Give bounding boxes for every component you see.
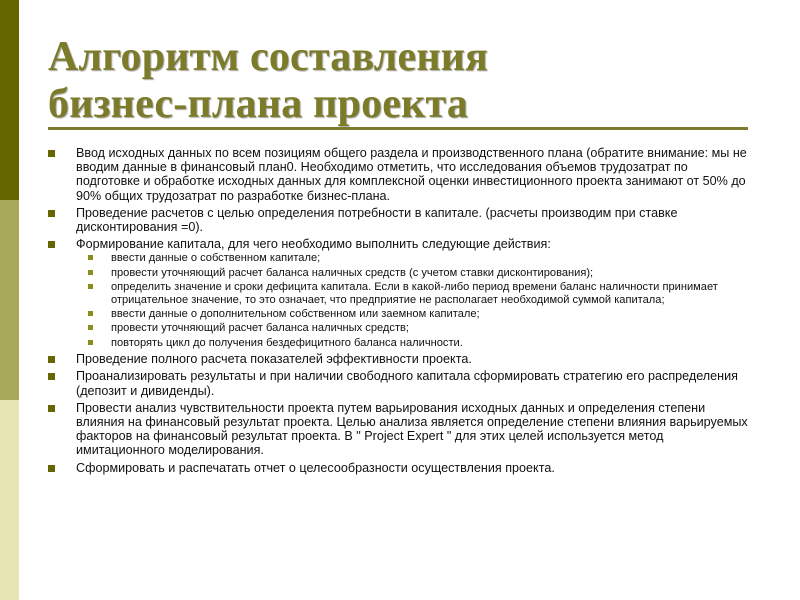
square-bullet-icon [48,241,55,248]
sub-list-item [88,267,754,279]
accent-bar-middle [0,200,19,400]
list-item [48,206,754,234]
sub-list-item-text: определить значение и сроки дефицита капитала. Если в какой-либо период времени баланс наличности принимает отрицательное значение, то это означает, что предприятие не располагает необходимой суммой капитала; [111,281,718,306]
square-bullet-icon [48,405,55,412]
slide-title [48,34,748,128]
list-item [48,146,754,203]
accent-bar-top [0,0,19,200]
list-item-text: Провести анализ чувствительности проекта путем варьирования исходных данных и определения степени влияния на финансовый результат проекта. Целью анализа является определение степени влияния варьируемых факторов на финансовый результат проекта. В " Project Expert " для этих целей используется метод имитационного моделирования. [76,400,748,458]
square-bullet-icon [88,270,93,275]
square-bullet-icon [88,255,93,260]
list-item-text: Сформировать и распечатать отчет о целесообразности осуществления проекта. [76,460,555,475]
bullet-list [48,146,754,475]
sub-list-item-text: ввести данные о дополнительном собственном или заемном капитале; [111,308,480,321]
sub-list-item-text: повторять цикл до получения бездефицитного баланса наличности. [111,336,463,349]
list-item-text: Проанализировать результаты и при наличии свободного капитала сформировать стратегию его распределения (депозит и дивиденды). [76,369,738,398]
sub-list-item [88,308,754,320]
list-item-text: Проведение полного расчета показателей эффективности проекта. [76,352,472,367]
square-bullet-icon [88,284,93,289]
sub-list-item-text: провести уточняющий расчет баланса наличных средств (с учетом ставки дисконтирования); [111,266,594,279]
title-underline [48,127,748,130]
list-item [48,352,754,366]
list-item [48,461,754,475]
square-bullet-icon [48,210,55,217]
square-bullet-icon [48,150,55,157]
square-bullet-icon [48,465,55,472]
title-line-2: бизнес-плана проекта [48,81,469,127]
square-bullet-icon [48,373,55,380]
square-bullet-icon [88,340,93,345]
title-line-1: Алгоритм составления [48,34,489,80]
list-item [48,237,754,349]
sub-list-item [88,322,754,334]
accent-bar-bottom [0,400,19,600]
sub-list-item [88,252,754,264]
list-item-text: Ввод исходных данных по всем позициям общего раздела и производственного плана (обратите внимание: мы не вводим данные в финансовый план0. Необходимо отметить, что исследования объемов трудозатрат по подготовке и обработке исходных данных для комплексной оценки инвестиционного проекта занимают от 50% до 90% общих трудозатрат по разработке бизнес-плана. [76,146,747,203]
square-bullet-icon [88,311,93,316]
slide-body [48,146,754,478]
list-item [48,369,754,397]
sub-list-item-text: ввести данные о собственном капитале; [111,252,321,265]
sub-list-item-text: провести уточняющий расчет баланса наличных средств; [111,322,409,335]
square-bullet-icon [88,325,93,330]
list-item [48,401,754,458]
list-item-text: Проведение расчетов с целью определения потребности в капитале. (расчеты производим при ставке дисконтирования =0). [76,205,678,235]
sub-list-item [88,337,754,349]
list-item-text: Формирование капитала, для чего необходимо выполнить следующие действия: [76,237,551,252]
sub-list-item [88,281,754,306]
sub-bullet-list [88,252,754,349]
square-bullet-icon [48,356,55,363]
